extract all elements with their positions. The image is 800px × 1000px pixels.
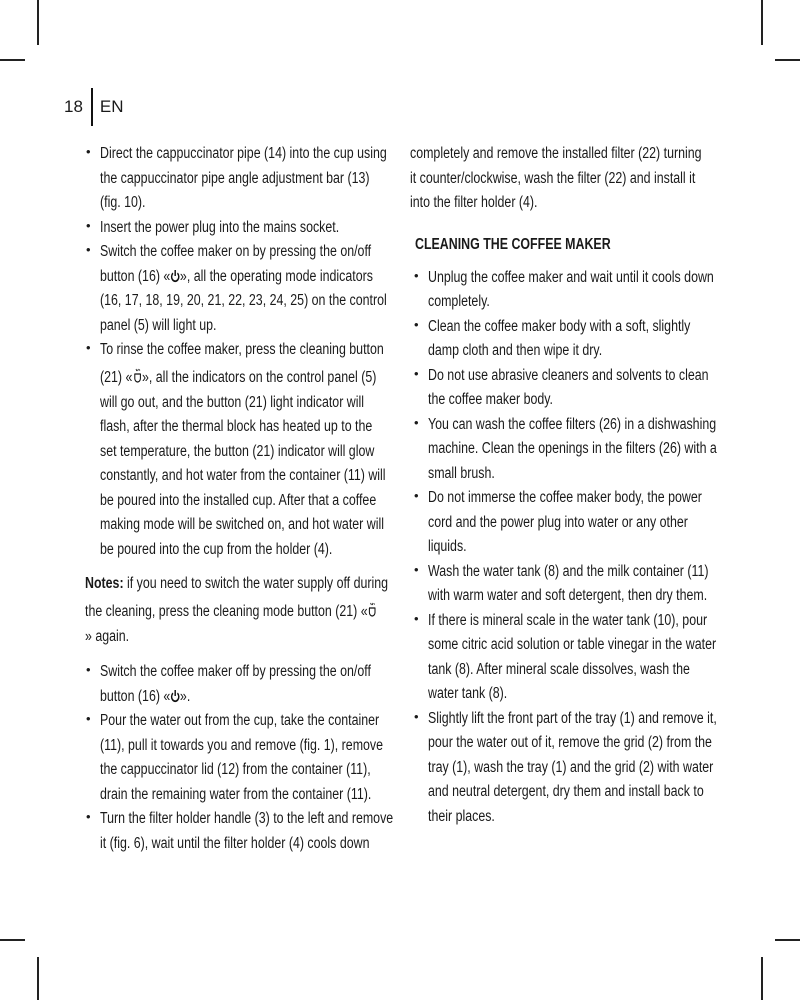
line-content: constantly, and hot water from the container (11) will — [100, 467, 386, 484]
text-line — [428, 462, 730, 487]
text-line — [100, 363, 402, 391]
text-line — [428, 682, 730, 707]
text-line — [428, 339, 730, 364]
text-line — [100, 391, 402, 416]
line-content: Slightly lift the front part of the tray (1) and remove it, — [428, 709, 717, 727]
text-line — [100, 440, 402, 465]
text-line — [428, 609, 730, 634]
page-header — [64, 88, 124, 126]
list-item — [82, 142, 402, 216]
line-content: be poured into the cup from the holder (4). — [100, 540, 333, 558]
text-line — [415, 233, 730, 258]
crop-mark — [761, 0, 763, 45]
header-divider — [91, 88, 93, 126]
page-number: 18 — [64, 97, 83, 116]
list-item — [410, 364, 730, 413]
note-paragraph — [82, 572, 402, 649]
section-heading — [410, 233, 730, 257]
list-item — [410, 560, 730, 609]
line-content: tray (1), wash the tray (1) and the grid (2) with water — [428, 758, 714, 776]
text-line — [410, 191, 730, 216]
line-content: into the filter holder (4). — [410, 194, 538, 211]
text-line — [100, 832, 402, 857]
list-item — [410, 266, 730, 315]
text-line — [428, 315, 730, 340]
text-line — [100, 489, 402, 514]
line-content: Wash the water tank (8) and the milk container (11) — [428, 562, 709, 580]
text-segment: », all the indicators on the control panel (5) — [142, 368, 377, 386]
line-content: » again. — [85, 627, 130, 645]
line-content: Clean the coffee maker body with a soft, slightly — [428, 317, 691, 335]
text-line — [100, 734, 402, 759]
line-content: Unplug the coffee maker and wait until it cools down — [428, 268, 714, 286]
list-item — [410, 413, 730, 487]
line-content: Pour the water out from the cup, take the container — [100, 712, 380, 729]
text-line — [85, 572, 402, 597]
text-line — [100, 660, 402, 685]
crop-mark — [37, 957, 39, 1000]
text-line — [428, 707, 730, 732]
text-line — [100, 142, 402, 167]
line-content: water tank (8). — [428, 685, 508, 702]
text-line — [428, 413, 730, 438]
text-line — [100, 240, 402, 265]
line-content: it (fig. 6), wait until the filter holder (4) cools down — [100, 834, 370, 852]
crop-mark — [0, 939, 25, 941]
list-item — [410, 609, 730, 707]
line-content: and neutral detergent, dry them and install back to — [428, 783, 704, 800]
line-content: the cappuccinator lid (12) from the container (11), — [100, 761, 371, 778]
text-line — [428, 658, 730, 683]
line-content: tank (8). After mineral scale dissolves, wash the — [428, 660, 690, 678]
text-line — [85, 625, 402, 650]
line-content: pour the water out of it, remove the grid (2) from the — [428, 734, 712, 751]
text-line — [428, 731, 730, 756]
line-content: drain the remaining water from the container (11). — [100, 785, 372, 803]
text-segment: button (16) « — [100, 267, 171, 285]
text-line — [100, 464, 402, 489]
text-line — [428, 364, 730, 389]
line-content — [100, 685, 190, 710]
text-line — [428, 535, 730, 560]
text-line — [100, 709, 402, 734]
text-line — [100, 685, 402, 710]
line-content: some citric acid solution or table vinegar in the water — [428, 636, 717, 653]
line-content: the coffee maker body. — [428, 391, 553, 408]
line-content: making mode will be switched on, and hot water will — [100, 516, 384, 533]
list-item — [410, 486, 730, 560]
line-content: their places. — [428, 807, 495, 825]
note-label: Notes: — [85, 575, 124, 592]
line-content: Switch the coffee maker on by pressing the on/off — [100, 243, 372, 260]
line-content: (fig. 10). — [100, 194, 146, 211]
cleaning-icon — [368, 599, 378, 613]
text-line — [100, 265, 402, 290]
text-line — [428, 756, 730, 781]
line-content: be poured into the installed cup. After that a coffee — [100, 491, 377, 509]
line-content: (16, 17, 18, 19, 20, 21, 22, 23, 24, 25) on the control — [100, 292, 387, 309]
crop-mark — [0, 59, 25, 61]
paragraph — [410, 142, 730, 216]
text-line — [100, 758, 402, 783]
list-item — [82, 338, 402, 562]
line-content: will go out, and the button (21) light indicator will — [100, 393, 364, 411]
text-line — [428, 780, 730, 805]
list-item — [82, 709, 402, 807]
cleaning-icon — [132, 365, 142, 379]
text-line — [100, 216, 402, 241]
text-line — [428, 584, 730, 609]
text-line — [428, 511, 730, 536]
power-icon — [170, 267, 180, 281]
crop-mark — [37, 0, 39, 45]
line-content: small brush. — [428, 464, 495, 482]
line-content: You can wash the coffee filters (26) in a dishwashing — [428, 415, 717, 433]
text-line — [85, 597, 402, 625]
text-line — [100, 191, 402, 216]
crop-mark — [775, 59, 800, 61]
list-item — [82, 807, 402, 856]
text-line — [100, 807, 402, 832]
line-content: the cappuccinator pipe angle adjustment bar (13) — [100, 169, 370, 187]
text-line — [100, 538, 402, 563]
language-code: EN — [99, 97, 124, 116]
line-content: (11), pull it towards you and remove (fig. 1), remove — [100, 736, 384, 754]
line-content: Do not immerse the coffee maker body, the power — [428, 489, 702, 506]
text-line — [100, 513, 402, 538]
text-line — [428, 388, 730, 413]
text-line — [100, 314, 402, 339]
text-segment: the cleaning, press the cleaning mode button (21) « — [85, 602, 368, 620]
line-content — [85, 597, 377, 627]
crop-mark — [775, 939, 800, 941]
line-content: completely. — [428, 293, 490, 310]
text-line — [100, 783, 402, 808]
right-column — [410, 142, 730, 829]
line-content: If there is mineral scale in the water tank (10), pour — [428, 611, 708, 629]
line-content: damp cloth and then wipe it dry. — [428, 342, 603, 359]
text-line — [100, 167, 402, 192]
line-content: panel (5) will light up. — [100, 316, 217, 334]
line-content: Switch the coffee maker off by pressing the on/off — [100, 663, 371, 680]
line-content: with warm water and soft detergent, then dry them. — [428, 587, 708, 604]
list-item — [410, 707, 730, 830]
text-segment: (21) « — [100, 368, 133, 386]
line-content: Insert the power plug into the mains socket. — [100, 218, 340, 236]
text-line — [428, 486, 730, 511]
power-icon — [170, 687, 180, 701]
text-line — [100, 415, 402, 440]
line-content — [100, 363, 376, 393]
line-content: set temperature, the button (21) indicator will glow — [100, 442, 375, 460]
line-content: completely and remove the installed filter (22) turning — [410, 145, 702, 162]
line-content: Turn the filter holder handle (3) to the left and remove — [100, 810, 394, 827]
line-content — [85, 572, 388, 597]
line-content: machine. Clean the openings in the filters (26) with a — [428, 440, 717, 457]
line-content: liquids. — [428, 538, 467, 555]
line-content: flash, after the thermal block has heated up to the — [100, 418, 373, 435]
list-item — [82, 660, 402, 709]
text-segment: ». — [179, 687, 191, 705]
text-line — [428, 633, 730, 658]
line-content — [100, 265, 373, 290]
text-segment: », all the operating mode indicators — [179, 267, 373, 285]
text-line — [428, 266, 730, 291]
text-segment: button (16) « — [100, 687, 171, 705]
line-content: CLEANING THE COFFEE MAKER — [415, 235, 611, 253]
text-line — [410, 142, 730, 167]
line-content: Do not use abrasive cleaners and solvents to clean — [428, 366, 709, 384]
line-content: cord and the power plug into water or any other — [428, 513, 688, 531]
list-item — [82, 216, 402, 241]
left-column — [82, 142, 402, 856]
text-line — [428, 560, 730, 585]
line-content: it counter/clockwise, wash the filter (22) and install it — [410, 169, 696, 187]
list-item — [82, 240, 402, 338]
line-content: Direct the cappuccinator pipe (14) into the cup using — [100, 145, 387, 162]
text-line — [100, 338, 402, 363]
text-line — [428, 437, 730, 462]
line-content: To rinse the coffee maker, press the cleaning button — [100, 341, 384, 358]
text-line — [100, 289, 402, 314]
text-segment: if you need to switch the water supply off during — [123, 575, 389, 592]
list-item — [410, 315, 730, 364]
text-line — [428, 805, 730, 830]
text-line — [428, 290, 730, 315]
text-line — [410, 167, 730, 192]
crop-mark — [761, 957, 763, 1000]
